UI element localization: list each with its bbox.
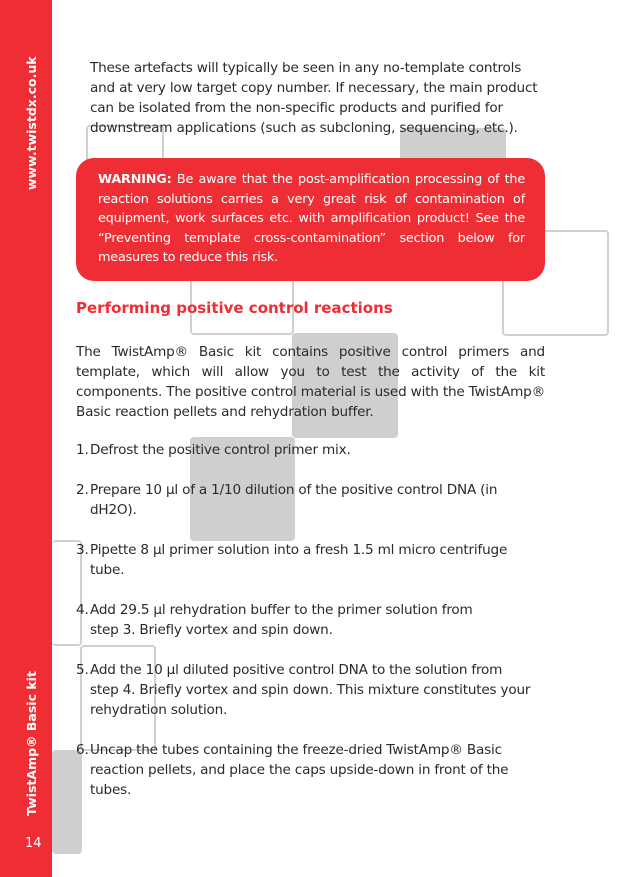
page-number: 14 — [25, 836, 42, 851]
list-item — [76, 440, 556, 460]
step-text-continued: tube. — [90, 562, 125, 578]
step-text-continued: reaction pellets, and place the caps upside-down in front of the tubes. — [90, 762, 509, 798]
step-text-continued: dH2O). — [90, 502, 137, 518]
list-item — [76, 540, 556, 580]
warning-label: WARNING: — [98, 172, 172, 187]
step-text: Uncap the tubes containing the freeze-dried TwistAmp® Basic — [90, 742, 502, 758]
step-number: 5. — [76, 662, 89, 678]
step-text: Defrost the positive control primer mix. — [90, 442, 351, 458]
step-text: Prepare 10 µl of a 1/10 dilution of the positive control DNA (in — [90, 482, 498, 498]
step-number: 2. — [76, 482, 89, 498]
section-paragraph: The TwistAmp® Basic kit contains positive control primers and template, which will allow you to test the activity of the kit components. The positive control material is used with the TwistAmp® Basic reaction pellets and rehydration buffer. — [76, 344, 545, 420]
step-text: Add 29.5 µl rehydration buffer to the primer solution from — [90, 602, 473, 618]
list-item — [76, 480, 556, 520]
intro-paragraph: These artefacts will typically be seen in any no-template controls and at very low target copy number. If necessary, the main product can be isolated from the non-specific products and purified for downstream applications (such as subcloning, sequencing, etc.). — [90, 60, 538, 136]
step-text: Add the 10 µl diluted positive control DNA to the solution from — [90, 662, 503, 678]
sidebar — [0, 0, 52, 877]
step-number: 4. — [76, 602, 89, 618]
step-number: 1. — [76, 442, 89, 458]
section-heading: Performing positive control reactions — [76, 299, 393, 317]
list-item — [76, 740, 556, 800]
website-url: www.twistdx.co.uk — [24, 56, 39, 190]
step-text-continued: step 3. Briefly vortex and spin down. — [90, 622, 333, 638]
step-text-continued: step 4. Briefly vortex and spin down. This mixture constitutes your rehydration solution. — [90, 682, 531, 718]
step-number: 6. — [76, 742, 89, 758]
warning-text: Be aware that the post-amplification processing of the reaction solutions carries a very great risk of contamination of equipment, work surfaces etc. with amplification product! See the “Preventing template cross-contamination” section below for measures to reduce this risk. — [98, 172, 525, 265]
step-text: Pipette 8 µl primer solution into a fresh 1.5 ml micro centrifuge — [90, 542, 508, 558]
list-item — [76, 600, 556, 640]
warning-box — [76, 158, 545, 281]
product-name: TwistAmp® Basic kit — [24, 671, 39, 816]
list-item — [76, 660, 556, 720]
step-number: 3. — [76, 542, 89, 558]
